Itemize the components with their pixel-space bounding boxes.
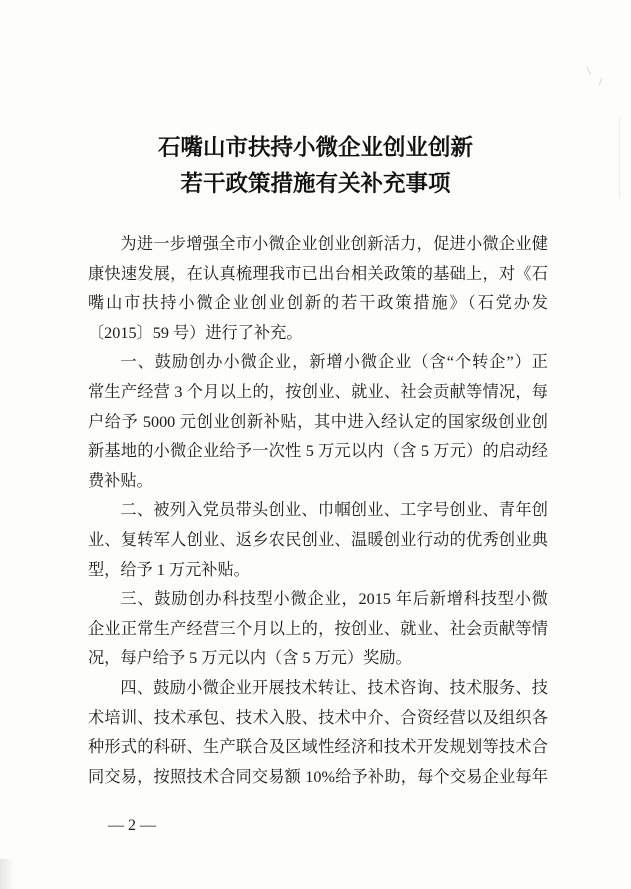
scan-mark <box>586 66 591 75</box>
text-line: 业、复转军人创业、返乡农民创业、温暖创业行动的优秀创业典 <box>88 530 548 549</box>
text-line: 一、鼓励创办小微企业，新增小微企业（含“个转企”）正 <box>120 353 548 372</box>
page-number: — 2 — <box>108 817 156 834</box>
paragraph-item-2 <box>88 496 548 585</box>
text-line: 康快速发展，在认真梳理我市已出台相关政策的基础上，对《石 <box>88 264 548 283</box>
text-line: 常生产经营 3 个月以上的，按创业、就业、社会贡献等情况，每 <box>88 382 548 401</box>
text-line: 〔2015〕59 号）进行了补充。 <box>88 323 303 342</box>
text-line: 况，每户给予 5 万元以内（含 5 万元）奖励。 <box>88 649 412 668</box>
text-line: 为进一步增强全市小微企业创业创新活力，促进小微企业健 <box>120 235 548 253</box>
text-line: 同交易，按照技术合同交易额 10%给予补助，每个交易企业每年 <box>88 767 548 786</box>
text-line: 四、鼓励小微企业开展技术转让、技术咨询、技术服务、技 <box>120 678 548 697</box>
text-line: 户给予 5000 元创业创新补贴，其中进入经认定的国家级创业创 <box>88 412 548 431</box>
text-line: 嘴山市扶持小微企业创业创新的若干政策措施》（石党办发 <box>88 294 548 313</box>
paragraph-item-1 <box>88 348 548 496</box>
title-line-1: 石嘴山市扶持小微企业创业创新 <box>157 135 473 160</box>
paragraph-item-3 <box>88 585 548 674</box>
scan-mark <box>599 78 602 85</box>
title-line-2: 若干政策措施有关补充事项 <box>180 171 451 196</box>
text-line: 新基地的小微企业给予一次性 5 万元以内（含 5 万元）的启动经 <box>88 442 548 461</box>
text-line: 费补贴。 <box>88 471 153 490</box>
paragraph-item-4 <box>88 674 548 792</box>
document-body <box>88 230 548 792</box>
document-title <box>0 130 631 202</box>
scan-shadow <box>0 859 14 889</box>
text-line: 术培训、技术承包、技术入股、技术中介、合资经营以及组织各 <box>88 708 548 727</box>
text-line: 型，给予 1 万元补贴。 <box>88 560 250 579</box>
paragraph-intro <box>88 230 548 348</box>
text-line: 企业正常生产经营三个月以上的，按创业、就业、社会贡献等情 <box>88 619 548 638</box>
text-line: 三、鼓励创办科技型小微企业，2015 年后新增科技型小微 <box>120 590 548 609</box>
text-line: 种形式的科研、生产联合及区域性经济和技术开发规划等技术合 <box>88 738 548 757</box>
text-line: 二、被列入党员带头创业、巾帼创业、工字号创业、青年创 <box>120 501 548 520</box>
